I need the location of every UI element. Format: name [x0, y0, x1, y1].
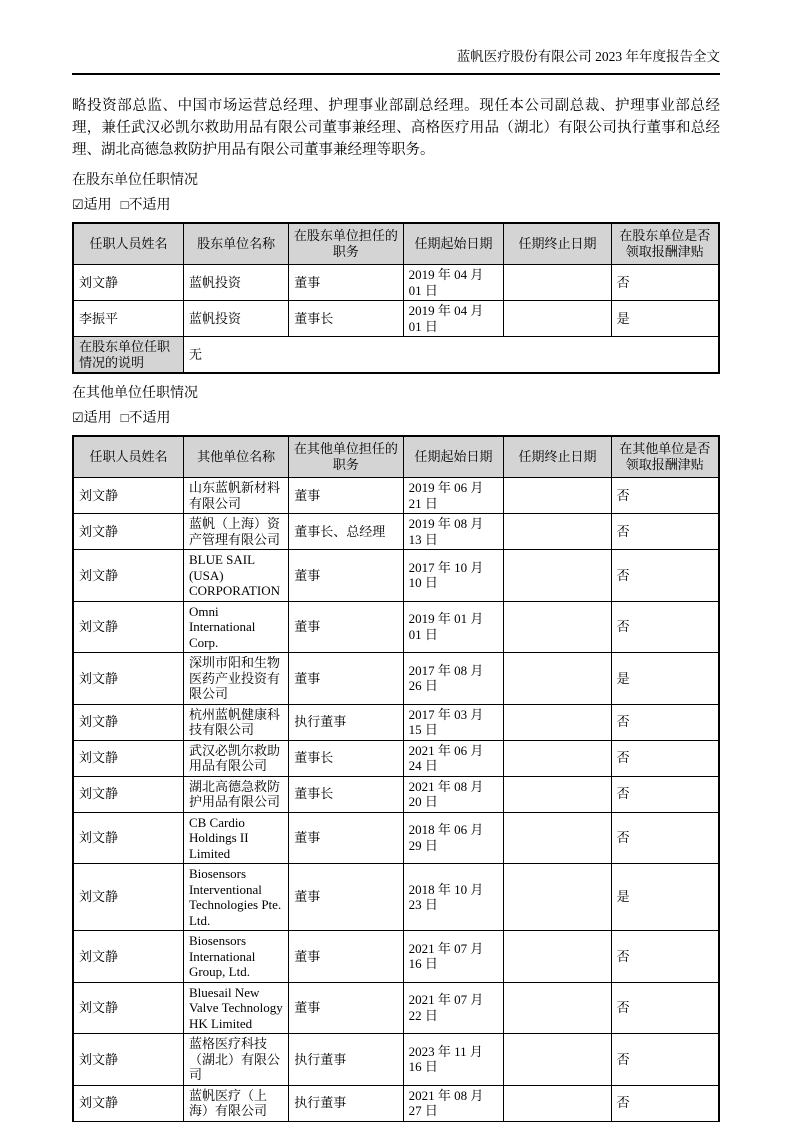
table-cell-name: 刘文静: [73, 653, 183, 705]
table-cell-paid: 是: [611, 653, 719, 705]
table-cell-name: 刘文静: [73, 478, 183, 514]
table-cell-position: 执行董事: [289, 1034, 403, 1086]
header-row: [73, 223, 719, 265]
table-cell-paid: 否: [611, 601, 719, 653]
table-cell-end: [504, 931, 611, 983]
table-cell-unit: 蓝格医疗科技（湖北）有限公司: [183, 1034, 288, 1086]
table-cell-unit: CB Cardio Holdings II Limited: [183, 812, 288, 864]
table-cell-position: 董事: [289, 265, 403, 301]
table-cell-unit: Biosensors International Group, Ltd.: [183, 931, 288, 983]
col-header-end: 任期终止日期: [504, 223, 611, 265]
table-cell-start: 2021 年 07 月 22 日: [403, 982, 504, 1034]
table-cell-name: 刘文静: [73, 1085, 183, 1122]
note-value-cell: 无: [183, 337, 719, 374]
table-cell-name: 刘文静: [73, 982, 183, 1034]
table-cell-paid: 否: [611, 478, 719, 514]
table-cell-unit: 杭州蓝帆健康科技有限公司: [183, 704, 288, 740]
table-body: [73, 478, 719, 1122]
table-cell-start: 2017 年 08 月 26 日: [403, 653, 504, 705]
col-header-unit: 其他单位名称: [183, 436, 288, 478]
not-applicable-label: 不适用: [128, 198, 171, 213]
table-cell-end: [504, 812, 611, 864]
col-header-unit: 股东单位名称: [183, 223, 288, 265]
table-cell-position: 董事长: [289, 740, 403, 776]
col-header-position: 在其他单位担任的职务: [289, 436, 403, 478]
table-cell-start: 2021 年 06 月 24 日: [403, 740, 504, 776]
table-cell-name: 刘文静: [73, 931, 183, 983]
applicable-label: 适用: [83, 198, 112, 213]
table-cell-unit: 蓝帆医疗（上海）有限公司: [183, 1085, 288, 1122]
table-cell-paid: 否: [611, 776, 719, 812]
table-cell-start: 2018 年 06 月 29 日: [403, 812, 504, 864]
table-cell-position: 董事: [289, 550, 403, 602]
table-row: [73, 740, 719, 776]
table-cell-start: 2017 年 03 月 15 日: [403, 704, 504, 740]
table-cell-paid: 否: [611, 1034, 719, 1086]
table-cell-start: 2019 年 04 月 01 日: [403, 301, 504, 337]
table-row: [73, 931, 719, 983]
table-row: [73, 812, 719, 864]
table-cell-unit: 山东蓝帆新材料有限公司: [183, 478, 288, 514]
table-cell-start: 2019 年 06 月 21 日: [403, 478, 504, 514]
col-header-person: 任职人员姓名: [73, 436, 183, 478]
table-cell-unit: 武汉必凯尔救助用品有限公司: [183, 740, 288, 776]
report-header: [72, 48, 720, 75]
col-header-start: 任期起始日期: [403, 223, 504, 265]
table-cell-unit: 蓝帆投资: [183, 301, 288, 337]
table-cell-start: 2021 年 08 月 27 日: [403, 1085, 504, 1122]
table-cell-name: 刘文静: [73, 740, 183, 776]
unchecked-checkbox-icon: □: [120, 410, 129, 425]
table-cell-position: 执行董事: [289, 704, 403, 740]
table-cell-name: 刘文静: [73, 776, 183, 812]
table-cell-paid: 否: [611, 1085, 719, 1122]
table-cell-start: 2021 年 08 月 20 日: [403, 776, 504, 812]
table-cell-position: 董事长: [289, 776, 403, 812]
table-cell-end: [504, 301, 611, 337]
table-cell-unit: Bluesail New Valve Technology HK Limited: [183, 982, 288, 1034]
table-cell-position: 董事: [289, 864, 403, 931]
table-cell-position: 董事: [289, 478, 403, 514]
table-cell-start: 2023 年 11 月 16 日: [403, 1034, 504, 1086]
table-cell-start: 2019 年 04 月 01 日: [403, 265, 504, 301]
table-cell-paid: 否: [611, 704, 719, 740]
table-cell-name: 刘文静: [73, 812, 183, 864]
table-cell-name: 刘文静: [73, 704, 183, 740]
table-cell-position: 董事: [289, 601, 403, 653]
note-label-cell: 在股东单位任职情况的说明: [73, 337, 183, 374]
table-row: [73, 301, 719, 337]
shareholder-positions-table: [72, 222, 720, 374]
table-cell-unit: 蓝帆（上海）资产管理有限公司: [183, 514, 288, 550]
table-cell-paid: 是: [611, 864, 719, 931]
header-row: [73, 436, 719, 478]
table-cell-end: [504, 776, 611, 812]
table-cell-start: 2021 年 07 月 16 日: [403, 931, 504, 983]
other-section-title: 在其他单位任职情况: [72, 386, 198, 401]
col-header-person: 任职人员姓名: [73, 223, 183, 265]
table-cell-position: 董事: [289, 812, 403, 864]
other-applicability-line: [72, 409, 720, 428]
table-row: [73, 1085, 719, 1122]
table-cell-end: [504, 478, 611, 514]
table-row: [73, 265, 719, 301]
table-cell-name: 刘文静: [73, 550, 183, 602]
table-cell-unit: Omni International Corp.: [183, 601, 288, 653]
table-body: [73, 265, 719, 337]
table-cell-unit: 蓝帆投资: [183, 265, 288, 301]
table-row: [73, 653, 719, 705]
table-row: [73, 776, 719, 812]
table-cell-paid: 是: [611, 301, 719, 337]
col-header-position: 在股东单位担任的职务: [289, 223, 403, 265]
applicable-label: 适用: [83, 411, 112, 426]
table-row: [73, 601, 719, 653]
table-cell-end: [504, 265, 611, 301]
table-cell-start: 2019 年 01 月 01 日: [403, 601, 504, 653]
table-cell-paid: 否: [611, 740, 719, 776]
table-cell-end: [504, 982, 611, 1034]
checked-checkbox-icon: ☑: [72, 410, 84, 425]
table-cell-name: 刘文静: [73, 514, 183, 550]
table-cell-start: 2019 年 08 月 13 日: [403, 514, 504, 550]
table-cell-end: [504, 653, 611, 705]
table-cell-name: 刘文静: [73, 864, 183, 931]
table-row: [73, 1034, 719, 1086]
table-cell-start: 2018 年 10 月 23 日: [403, 864, 504, 931]
table-cell-unit: 深圳市阳和生物医药产业投资有限公司: [183, 653, 288, 705]
table-cell-name: 刘文静: [73, 1034, 183, 1086]
table-cell-name: 刘文静: [73, 601, 183, 653]
table-cell-name: 刘文静: [73, 265, 183, 301]
table-row: [73, 550, 719, 602]
col-header-paid: 在其他单位是否领取报酬津贴: [611, 436, 719, 478]
table-row: [73, 514, 719, 550]
table-cell-end: [504, 864, 611, 931]
table-cell-end: [504, 1034, 611, 1086]
table-cell-position: 董事: [289, 982, 403, 1034]
table-cell-paid: 否: [611, 931, 719, 983]
not-applicable-label: 不适用: [128, 411, 171, 426]
col-header-end: 任期终止日期: [504, 436, 611, 478]
table-cell-position: 董事长、总经理: [289, 514, 403, 550]
shareholder-section-title: 在股东单位任职情况: [72, 173, 198, 188]
table-row: [73, 982, 719, 1034]
report-header-title: 蓝帆医疗股份有限公司 2023 年年度报告全文: [456, 49, 720, 64]
shareholder-applicability-line: [72, 196, 720, 215]
table-cell-unit: Biosensors Interventional Technologies Pte. Ltd.: [183, 864, 288, 931]
table-cell-end: [504, 1085, 611, 1122]
unchecked-checkbox-icon: □: [120, 197, 129, 212]
intro-paragraph: 略投资部总监、中国市场运营总经理、护理事业部副总经理。现任本公司副总裁、护理事业部总经理，兼任武汉必凯尔救助用品有限公司董事兼经理、高格医疗用品（湖北）有限公司执行董事和总经理、湖北高德急救防护用品有限公司董事兼经理等职务。: [72, 98, 720, 158]
table-cell-paid: 否: [611, 982, 719, 1034]
table-row: [73, 478, 719, 514]
table-header: [73, 436, 719, 478]
table-cell-position: 董事: [289, 653, 403, 705]
table-cell-end: [504, 740, 611, 776]
table-cell-position: 董事长: [289, 301, 403, 337]
table-note-section: [73, 337, 719, 374]
table-cell-unit: BLUE SAIL (USA) CORPORATION: [183, 550, 288, 602]
table-cell-end: [504, 704, 611, 740]
table-row: [73, 864, 719, 931]
table-cell-unit: 湖北高德急救防护用品有限公司: [183, 776, 288, 812]
note-row: [73, 337, 719, 374]
table-cell-paid: 否: [611, 550, 719, 602]
table-cell-position: 执行董事: [289, 1085, 403, 1122]
col-header-start: 任期起始日期: [403, 436, 504, 478]
table-cell-name: 李振平: [73, 301, 183, 337]
table-header: [73, 223, 719, 265]
table-cell-paid: 否: [611, 812, 719, 864]
table-cell-position: 董事: [289, 931, 403, 983]
table-cell-end: [504, 550, 611, 602]
other-positions-table: [72, 435, 720, 1122]
table-cell-end: [504, 601, 611, 653]
table-cell-paid: 否: [611, 514, 719, 550]
table-cell-start: 2017 年 10 月 10 日: [403, 550, 504, 602]
col-header-paid: 在股东单位是否领取报酬津贴: [611, 223, 719, 265]
table-cell-paid: 否: [611, 265, 719, 301]
checked-checkbox-icon: ☑: [72, 197, 84, 212]
table-cell-end: [504, 514, 611, 550]
table-row: [73, 704, 719, 740]
